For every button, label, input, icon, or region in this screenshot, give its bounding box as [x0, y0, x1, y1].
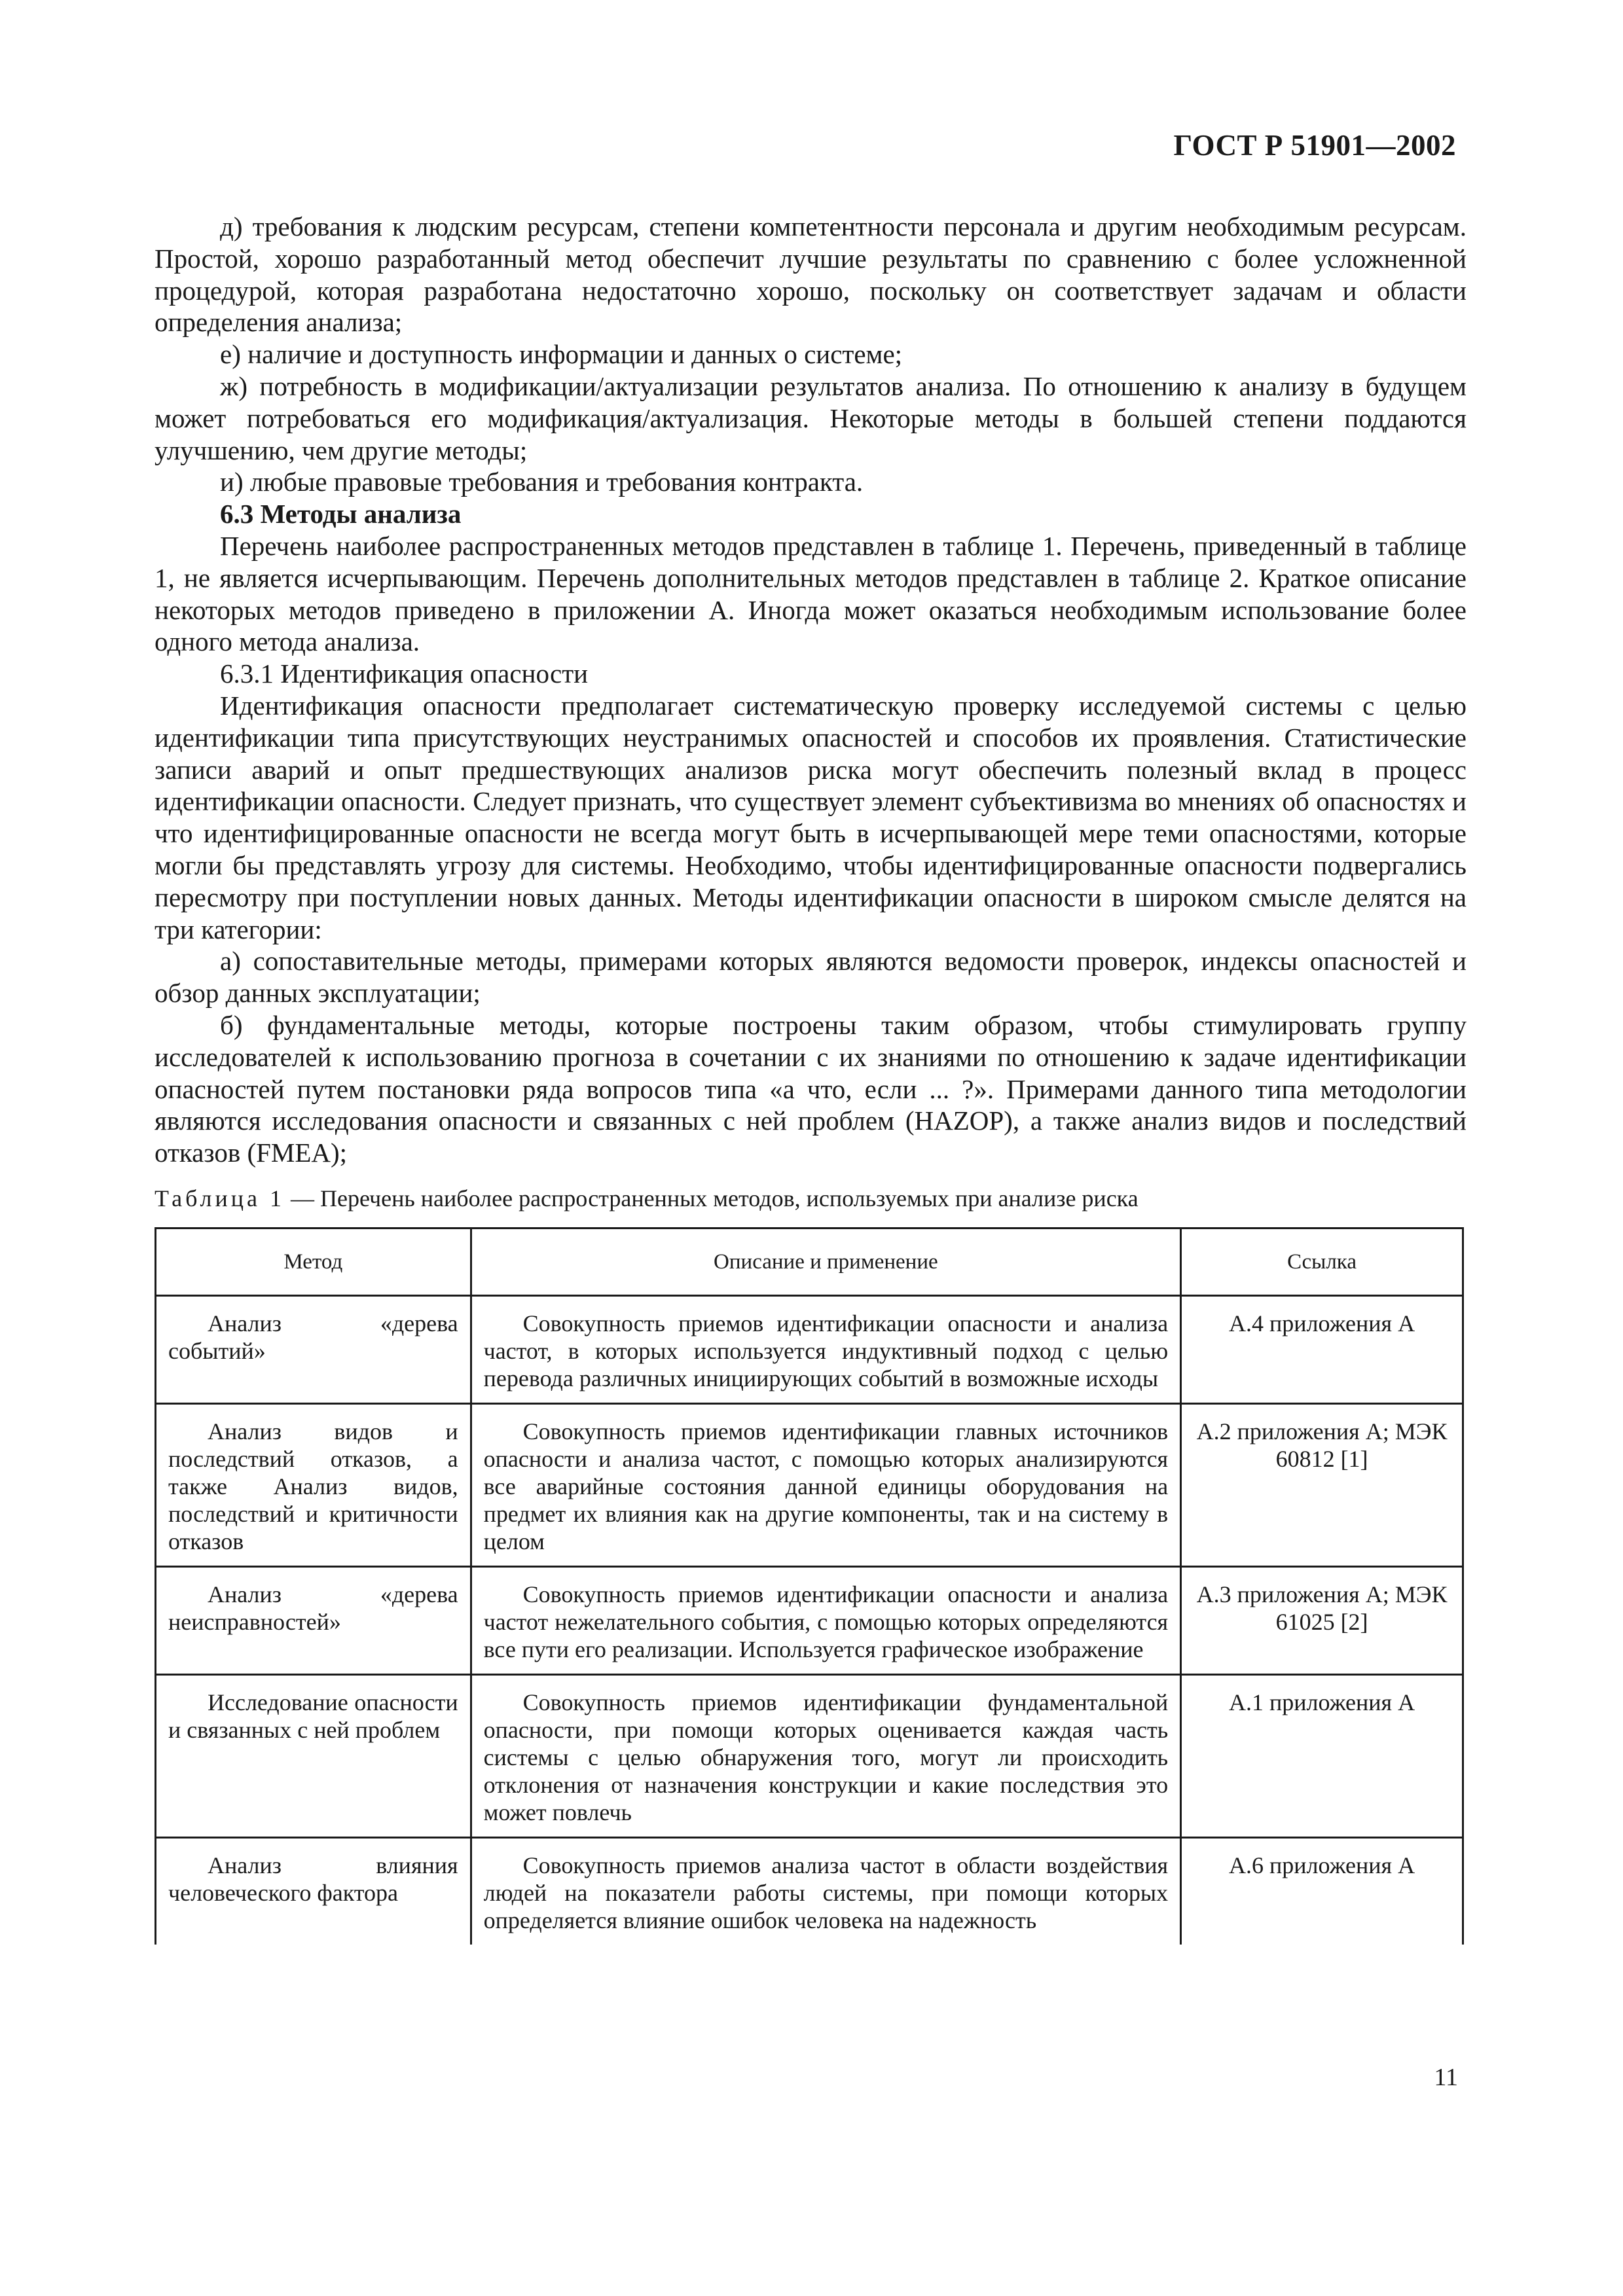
table-row: [156, 1296, 1463, 1404]
cell-method: Исследование опасности и связанных с ней проблем: [156, 1675, 471, 1838]
paragraph-hazard-identification: Идентификация опасности предполагает систематическую проверку исследуемой системы с целью идентификации типа присутствующих неустранимых опасностей и способов их проявления. Статистические записи аварий и опыт предшествующих анализов риска могут обеспечить полезный вклад в процесс идентификации опасности. Следует признать, что существует элемент субъективизма во мнениях об опасностях и что идентифицированные опасности не всегда могут быть в исчерпывающей мере теми опасностями, которые могли бы представлять угрозу для системы. Необходимо, чтобы идентифицированные опасности подвергались пересмотру при поступлении новых данных. Методы идентификации опасности в широком смысле делятся на три категории:: [155, 690, 1467, 944]
cell-description: Совокупность приемов идентификации опасности и анализа частот, в которых используется индуктивный подход с целью перевода различных инициирующих событий в возможные исходы: [471, 1296, 1181, 1404]
cell-method: Анализ видов и последствий отказов, а также Анализ видов, последствий и критичности отказов: [156, 1404, 471, 1567]
subsection-heading-6-3-1: 6.3.1 Идентификация опасности: [220, 658, 589, 689]
table-row: [156, 1838, 1463, 1945]
cell-reference: А.2 приложения А; МЭК 60812 [1]: [1181, 1404, 1463, 1567]
page-number: 11: [1434, 2064, 1458, 2091]
column-header-method: Метод: [156, 1229, 471, 1296]
methods-table: [155, 1227, 1464, 1945]
paragraph-methods-intro: Перечень наиболее распространенных методов представлен в таблице 1. Перечень, приведенный в таблице 1, не является исчерпывающим. Перечень дополнительных методов представлен в таблице 2. Краткое описание некоторых методов приведено в приложении А. Иногда может оказаться необходимым использование более одного метода анализа.: [155, 530, 1467, 657]
paragraph-item-zh: ж) потребность в модификации/актуализации результатов анализа. По отношению к анализу в будущем может потребоваться его модификация/актуализация. Некоторые методы в большей степени поддаются улучшению, чем другие методы;: [155, 370, 1467, 465]
table-row: [156, 1404, 1463, 1567]
cell-description: Совокупность приемов идентификации опасности и анализа частот нежелательного события, с помощью которых определяются все пути его реализации. Используется графическое изображение: [471, 1567, 1181, 1675]
cell-reference: А.4 приложения А: [1181, 1296, 1463, 1404]
cell-description: Совокупность приемов идентификации главных источников опасности и анализа частот, с помощью которых анализируются все аварийные состояния данной единицы оборудования на предмет их влияния как на другие компоненты, так и на систему в целом: [471, 1404, 1181, 1567]
table-row: [156, 1567, 1463, 1675]
section-heading-6-3: 6.3 Методы анализа: [220, 499, 462, 529]
standard-header: ГОСТ Р 51901—2002: [1173, 129, 1456, 162]
table-row: [156, 1675, 1463, 1838]
body-text: [155, 211, 1467, 1169]
cell-method: Анализ влияния человеческого фактора: [156, 1838, 471, 1945]
cell-method: Анализ «дерева событий»: [156, 1296, 471, 1404]
paragraph-item-d: д) требования к людским ресурсам, степени компетентности персонала и другим необходимым ресурсам. Простой, хорошо разработанный метод обеспечит лучшие результаты по сравнению с более усложненной процедурой, которая разработана недостаточно хорошо, поскольку он соответствует задачам и области определения анализа;: [155, 211, 1467, 338]
cell-reference: А.3 приложения А; МЭК 61025 [2]: [1181, 1567, 1463, 1675]
cell-description: Совокупность приемов идентификации фундаментальной опасности, при помощи которых оценивается каждая часть системы с целью обнаружения того, могут ли происходить отклонения от назначения конструкции и какие последствия это может повлечь: [471, 1675, 1181, 1838]
paragraph-item-b: б) фундаментальные методы, которые построены таким образом, чтобы стимулировать группу исследователей к использованию прогноза в сочетании с их знаниями по отношению к задаче идентификации опасностей путем постановки ряда вопросов типа «а что, если ... ?». Примерами данного типа методологии являются исследования опасности и связанных с ней проблем (HAZOP), а также анализ видов и последствий отказов (FMEA);: [155, 1009, 1467, 1168]
table-caption: [155, 1185, 1139, 1212]
table-caption-text: — Перечень наиболее распространенных методов, используемых при анализе риска: [284, 1185, 1139, 1211]
column-header-reference: Ссылка: [1181, 1229, 1463, 1296]
cell-reference: А.1 приложения А: [1181, 1675, 1463, 1838]
column-header-description: Описание и применение: [471, 1229, 1181, 1296]
paragraph-item-e: е) наличие и доступность информации и данных о системе;: [220, 339, 903, 370]
cell-method: Анализ «дерева неисправностей»: [156, 1567, 471, 1675]
cell-description: Совокупность приемов анализа частот в области воздействия людей на показатели работы системы, при помощи которых определяется влияние ошибок человека на надежность: [471, 1838, 1181, 1945]
table-caption-label: Таблица 1: [155, 1185, 285, 1211]
paragraph-item-i: и) любые правовые требования и требования контракта.: [220, 467, 864, 497]
table-header-row: [156, 1229, 1463, 1296]
paragraph-item-a: а) сопоставительные методы, примерами которых являются ведомости проверок, индексы опасностей и обзор данных эксплуатации;: [155, 946, 1467, 1009]
cell-reference: А.6 приложения А: [1181, 1838, 1463, 1945]
